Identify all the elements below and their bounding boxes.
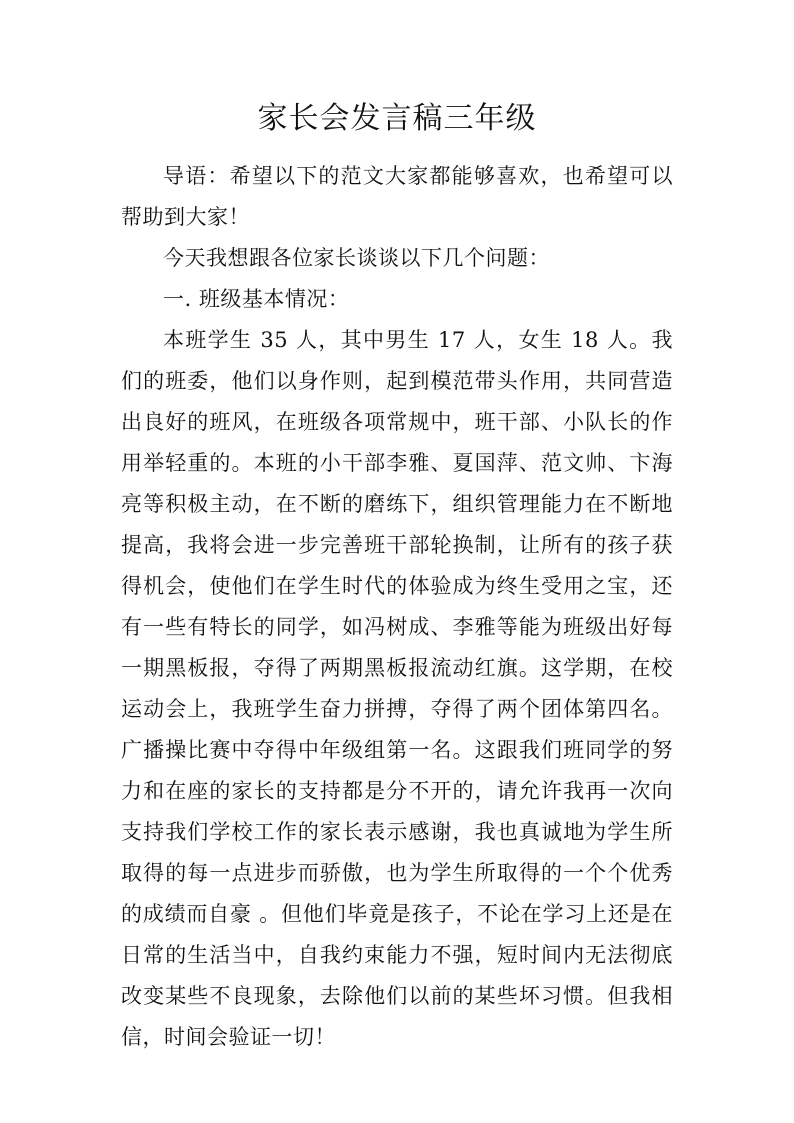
page-title: 家长会发言稿三年级 xyxy=(257,101,537,136)
intro-paragraph: 导语：希望以下的范文大家都能够喜欢，也希望可以帮助到大家！ xyxy=(121,164,673,229)
document-body xyxy=(121,156,673,1058)
class-overview-paragraph: 本班学生 35 人，其中男生 17 人，女生 18 人。我们的班委，他们以身作则，起到模范带头作用，共同营造出良好的班风，在班级各项常规中，班干部、小队长的作用举轻重的。本班的小干部李雅、夏国萍、范文帅、卞海亮等积极主动，在不断的磨练下，组织管理能力在不断地提高，我将会进一步完善班干部轮换制，让所有的孩子获得机会，使他们在学生时代的体验成为终生受用之宝，还有一些有特长的同学，如冯树成、李雅等能为班级出好每一期黑板报，夺得了两期黑板报流动红旗。这学期，在校运动会上，我班学生奋力拼搏，夺得了两个团体第四名。广播操比赛中夺得中年级组第一名。这跟我们班同学的努力和在座的家长的支持都是分不开的，请允许我再一次向支持我们学校工作的家长表示感谢，我也真诚地为学生所取得的每一点进步而骄傲，也为学生所取得的一个个优秀的成绩而自豪 。但他们毕竟是孩子，不论在学习上还是在日常的生活当中，自我约束能力不强，短时间内无法彻底改变某些不良现象，去除他们以前的某些坏习惯。但我相信，时间会验证一切！ xyxy=(121,328,673,1049)
section-heading-class-overview: 一. 班级基本情况： xyxy=(163,287,350,311)
topics-intro-paragraph: 今天我想跟各位家长谈谈以下几个问题： xyxy=(163,246,550,270)
